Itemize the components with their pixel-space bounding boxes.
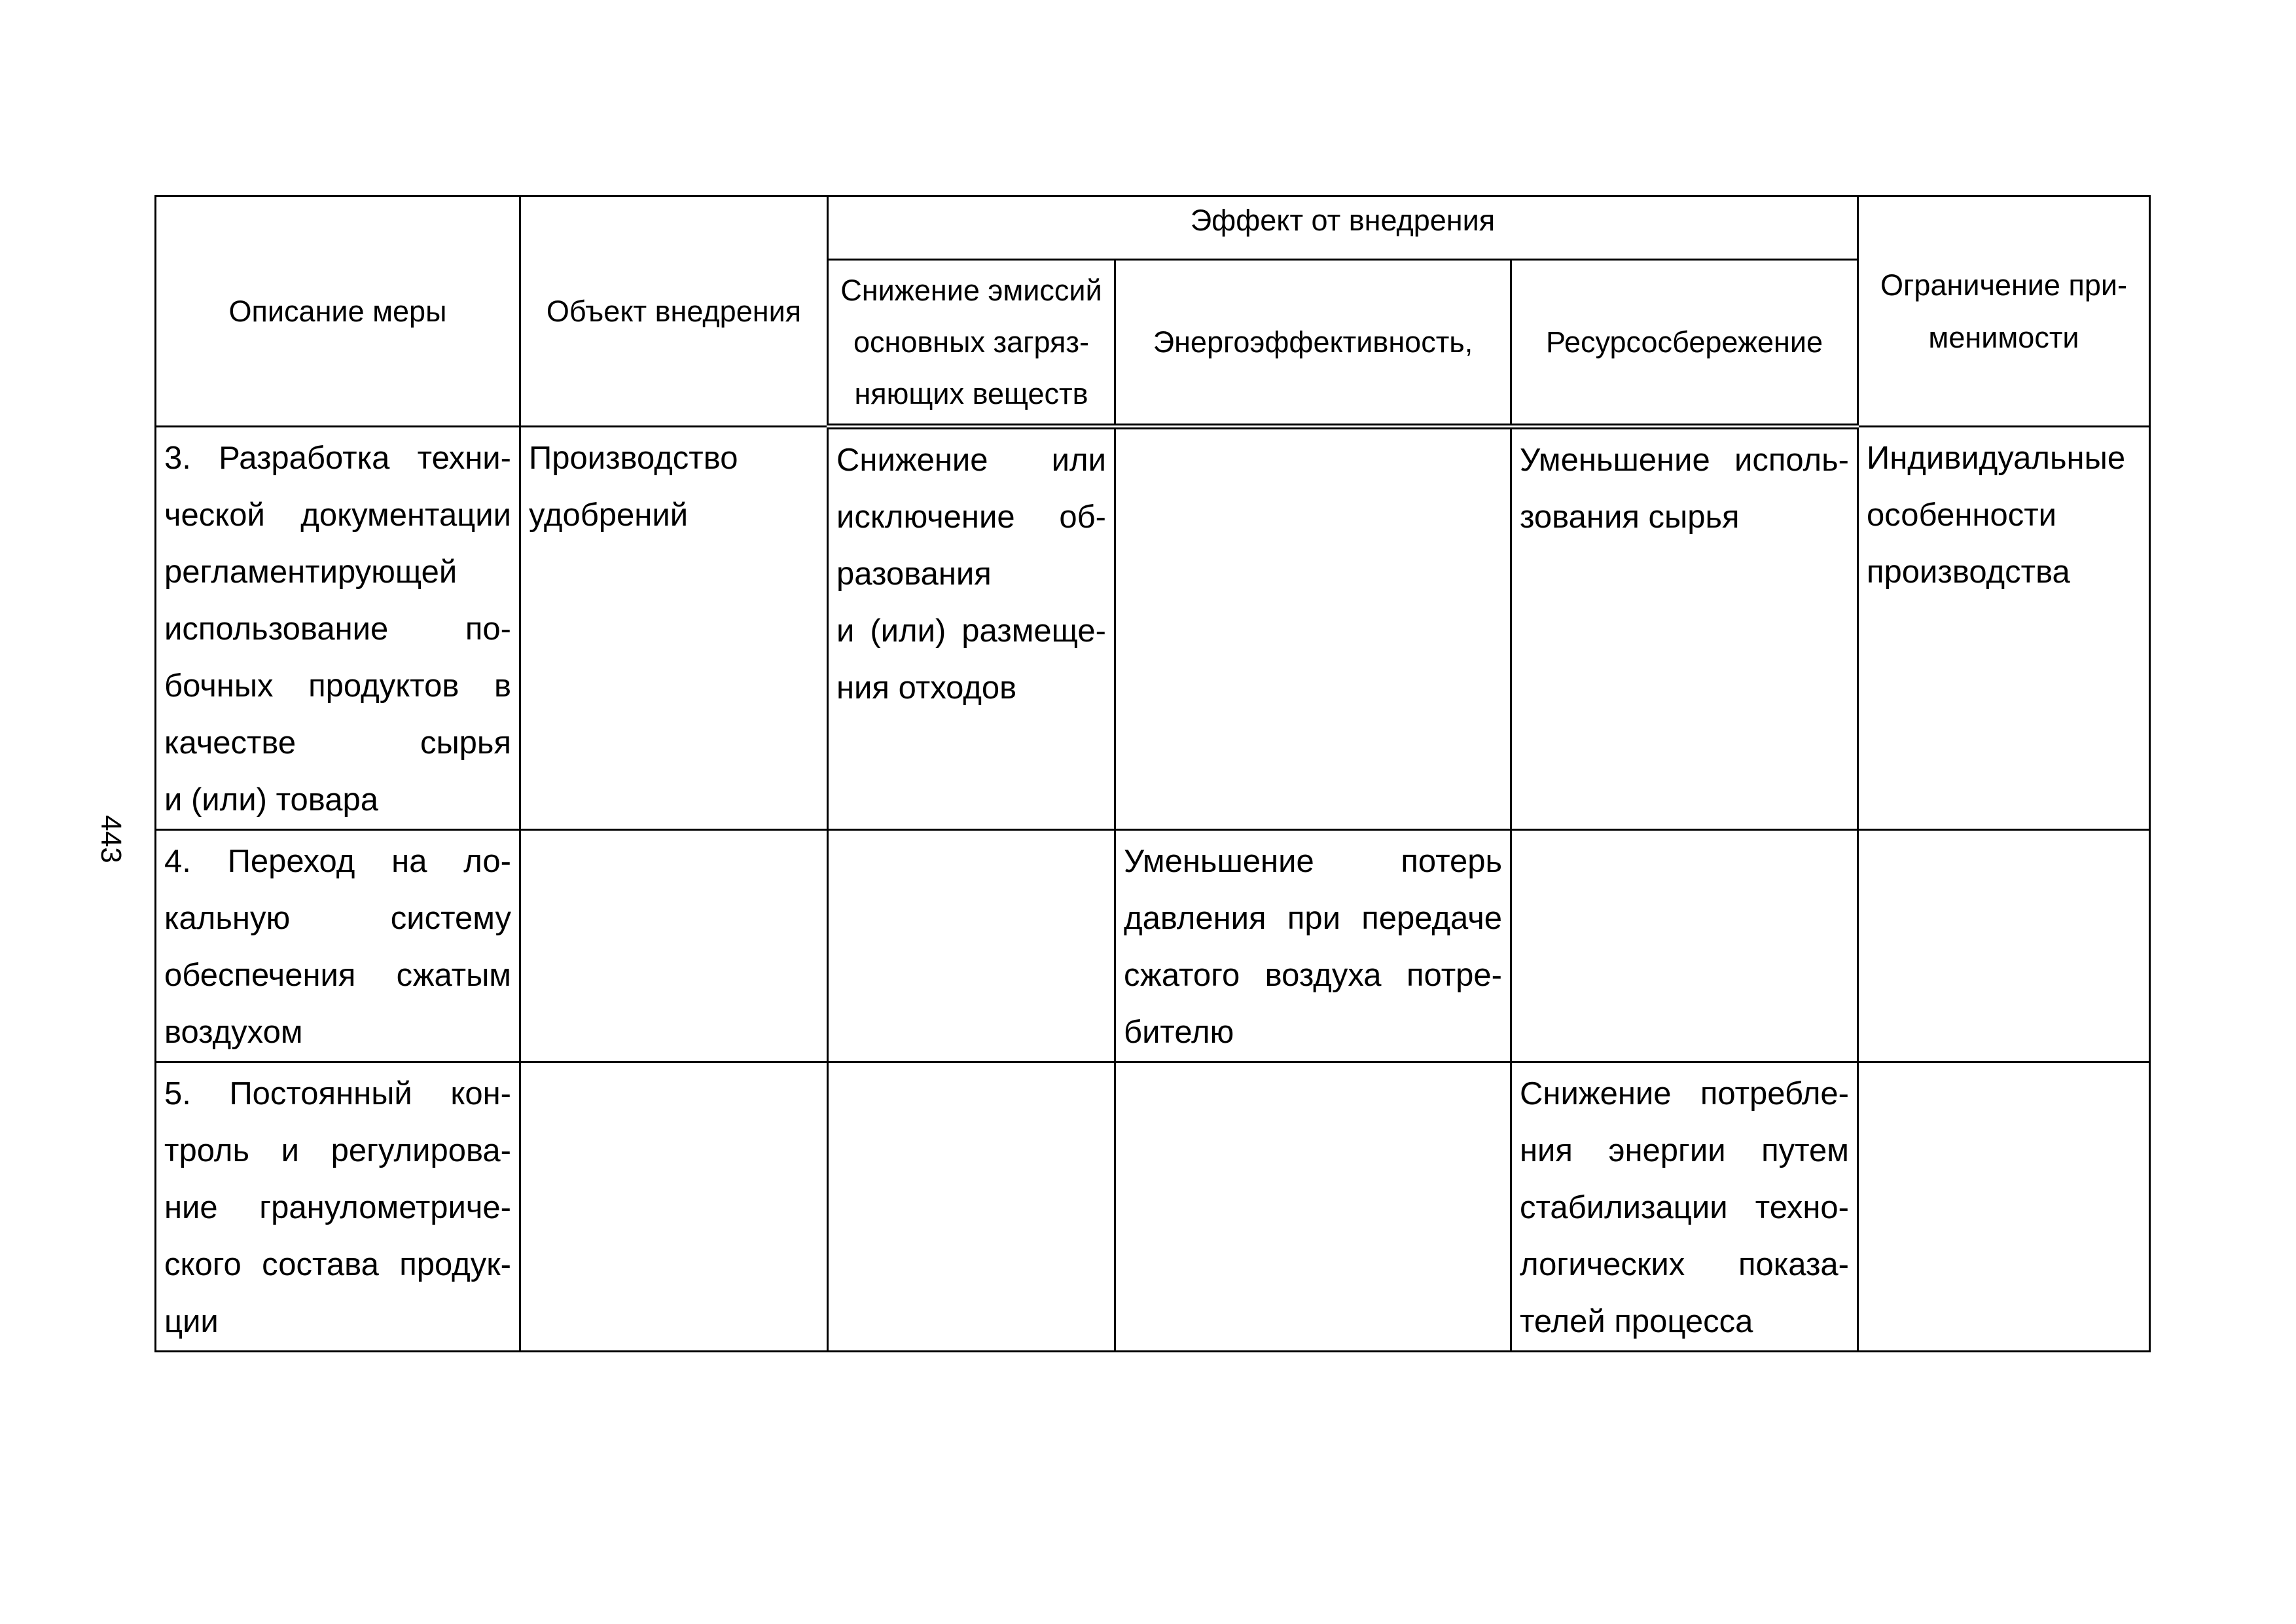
cell-limitations: [1858, 427, 2150, 830]
cell-line: и (или) товара: [164, 782, 378, 818]
cell-emissions: [828, 830, 1115, 1062]
cell-line: сжатого воздуха потре-: [1124, 958, 1502, 993]
cell-line: и (или) размеще-: [836, 613, 1106, 649]
cell-description: [156, 830, 520, 1062]
cell-line: обеспечения сжатым: [164, 958, 511, 993]
cell-line: стабилизации техно-: [1520, 1190, 1849, 1225]
cell-energy: [1115, 1062, 1511, 1352]
cell-limitations: [1858, 830, 2150, 1062]
cell-line: ции: [164, 1304, 219, 1339]
cell-line: ния энергии путем: [1520, 1133, 1849, 1168]
cell-line: ского состава продук-: [164, 1247, 511, 1282]
header-description: Описание меры: [156, 196, 520, 427]
cell-description: [156, 427, 520, 830]
cell-line: Производство: [529, 441, 738, 476]
cell-line: воздухом: [164, 1015, 303, 1050]
cell-line: Снижение или: [836, 442, 1106, 478]
cell-line: ческой документации: [164, 497, 511, 533]
header-emissions: Снижение эмиссий основных загряз- няющих веществ: [828, 260, 1115, 427]
header-energy: Энергоэффективность,: [1115, 260, 1511, 427]
cell-limitations: [1858, 1062, 2150, 1352]
cell-line: производства: [1867, 554, 2070, 590]
cell-line: давления при передаче: [1124, 901, 1502, 936]
cell-line: бителю: [1124, 1015, 1234, 1050]
cell-line: особенности: [1867, 497, 2057, 533]
header-resources: Ресурсосбережение: [1511, 260, 1858, 427]
table-row: [156, 830, 2150, 1062]
cell-emissions: [828, 427, 1115, 830]
cell-line: троль и регулирова-: [164, 1133, 511, 1168]
header-object: Объект внедрения: [520, 196, 828, 427]
cell-line: 5. Постоянный кон-: [164, 1076, 511, 1111]
measures-table: [154, 195, 2151, 1352]
cell-line: логических показа-: [1520, 1247, 1849, 1282]
cell-line: удобрений: [529, 497, 689, 533]
table-row: [156, 1062, 2150, 1352]
cell-line: качестве сырья: [164, 725, 511, 761]
header-effect-group: Эффект от внедрения: [828, 196, 1858, 260]
cell-line: ние гранулометриче-: [164, 1190, 511, 1225]
cell-line: Индивидуальные: [1867, 441, 2126, 476]
cell-line: Снижение потребле-: [1520, 1076, 1849, 1111]
cell-object: [520, 1062, 828, 1352]
cell-line: Уменьшение потерь: [1124, 844, 1502, 879]
cell-line: исключение об-: [836, 499, 1106, 535]
cell-line: зования сырья: [1520, 499, 1740, 535]
cell-resources: [1511, 427, 1858, 830]
cell-energy: [1115, 427, 1511, 830]
cell-line: ния отходов: [836, 670, 1017, 706]
cell-line: Уменьшение исполь-: [1520, 442, 1849, 478]
cell-line: кальную систему: [164, 901, 511, 936]
table-row: [156, 427, 2150, 830]
cell-line: телей процесса: [1520, 1304, 1753, 1339]
page-number-text: 443: [95, 815, 127, 863]
cell-line: 3. Разработка техни-: [164, 441, 511, 476]
cell-resources: [1511, 1062, 1858, 1352]
cell-resources: [1511, 830, 1858, 1062]
cell-line: разования: [836, 556, 992, 592]
cell-description: [156, 1062, 520, 1352]
cell-line: 4. Переход на ло-: [164, 844, 511, 879]
cell-energy: [1115, 830, 1511, 1062]
cell-emissions: [828, 1062, 1115, 1352]
header-limitations: Ограничение при- менимости: [1858, 196, 2150, 427]
cell-line: бочных продуктов в: [164, 668, 511, 704]
cell-object: [520, 427, 828, 830]
cell-line: регламентирующей: [164, 554, 457, 590]
cell-line: использование по-: [164, 611, 511, 647]
cell-object: [520, 830, 828, 1062]
